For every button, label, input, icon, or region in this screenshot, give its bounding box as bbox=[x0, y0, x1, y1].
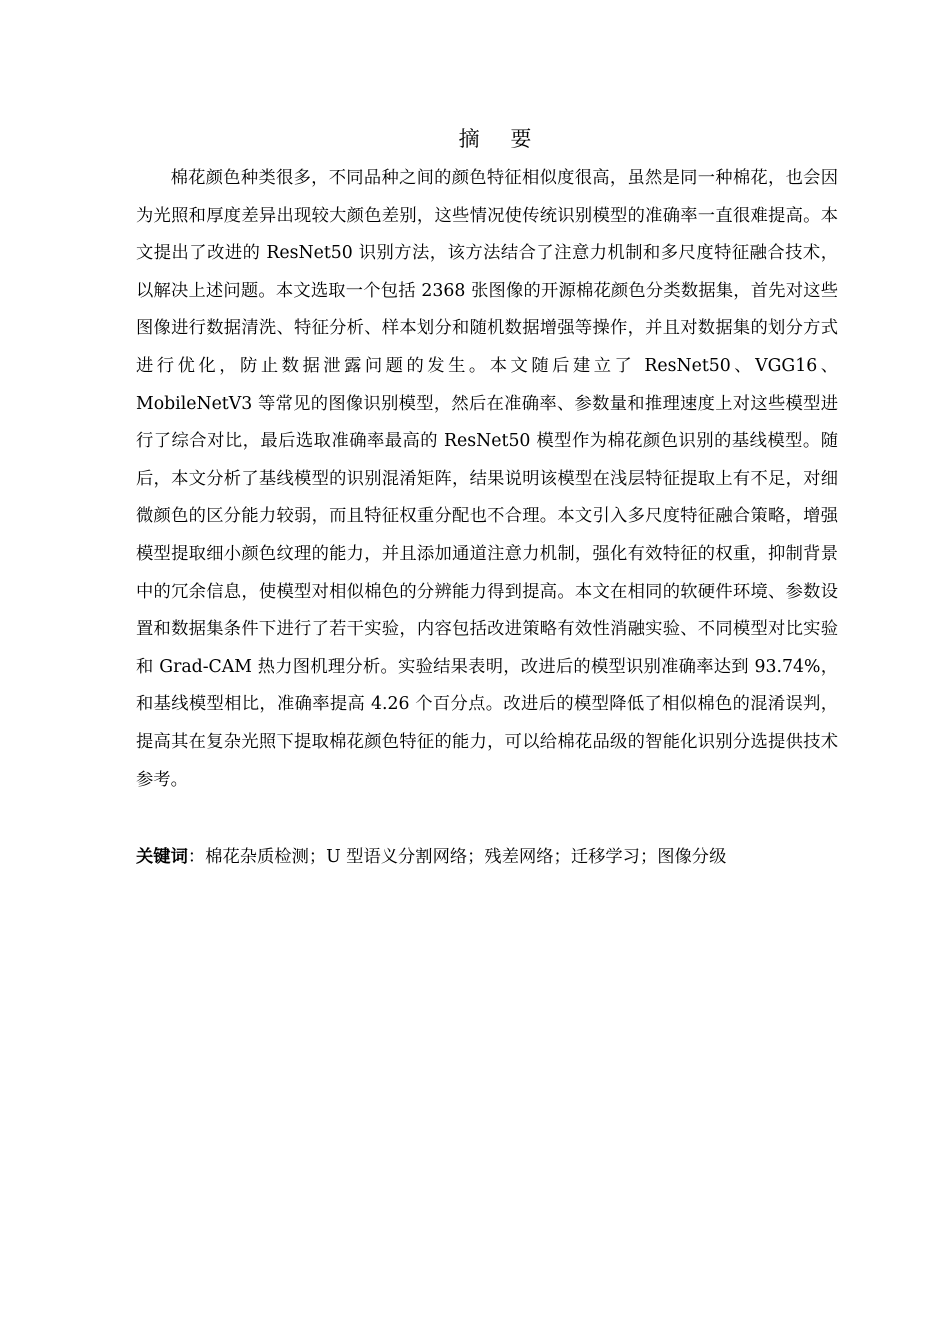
keywords-label: 关键词 bbox=[136, 847, 188, 867]
keywords-line bbox=[136, 840, 838, 874]
abstract-paragraph: 棉花颜色种类很多，不同品种之间的颜色特征相似度很高，虽然是同一种棉花，也会因为光照和厚度差异出现较大颜色差别，这些情况使传统识别模型的准确率一直很难提高。本文提出了改进的 ResNet50 识别方法，该方法结合了注意力机制和多尺度特征融合技术，以解决上述问题。本文选取一个包括 2368 张图像的开源棉花颜色分类数据集，首先对这些图像进行数据清洗、特征分析、样本划分和随机数据增强等操作，并且对数据集的划分方式进行优化，防止数据泄露问题的发生。本文随后建立了 ResNet50、VGG16、MobileNetV3 等常见的图像识别模型，然后在准确率、参数量和推理速度上对这些模型进行了综合对比，最后选取准确率最高的 ResNet50 模型作为棉花颜色识别的基线模型。随后，本文分析了基线模型的识别混淆矩阵，结果说明该模型在浅层特征提取上有不足，对细微颜色的区分能力较弱，而且特征权重分配也不合理。本文引入多尺度特征融合策略，增强模型提取细小颜色纹理的能力，并且添加通道注意力机制，强化有效特征的权重，抑制背景中的冗余信息，使模型对相似棉色的分辨能力得到提高。本文在相同的软硬件环境、参数设置和数据集条件下进行了若干实验，内容包括改进策略有效性消融实验、不同模型对比实验和 Grad-CAM 热力图机理分析。实验结果表明，改进后的模型识别准确率达到 93.74%，和基线模型相比，准确率提高 4.26 个百分点。改进后的模型降低了相似棉色的混淆误判，提高其在复杂光照下提取棉花颜色特征的能力，可以给棉花品级的智能化识别分选提供技术参考。 bbox=[136, 168, 838, 790]
abstract-title: 摘 要 bbox=[458, 127, 544, 151]
keywords-separator: ： bbox=[187, 847, 206, 867]
keywords-text: 棉花杂质检测；U 型语义分割网络；残差网络；迁移学习；图像分级 bbox=[205, 847, 727, 867]
